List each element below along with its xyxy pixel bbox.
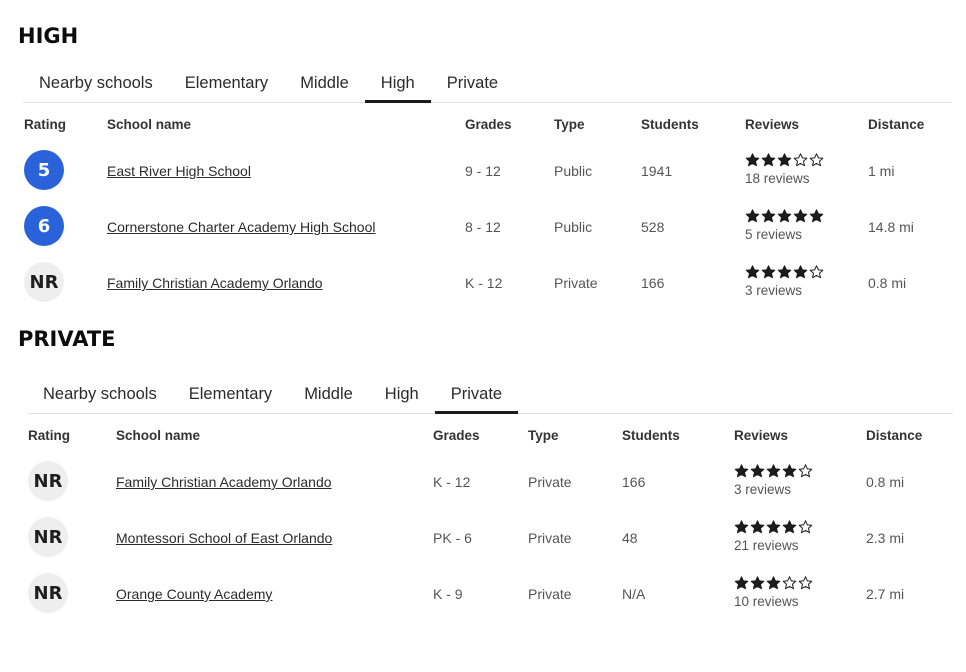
table-row — [0, 199, 966, 255]
star-filled-icon — [745, 153, 760, 167]
students-value: 166 — [622, 474, 646, 490]
star-filled-icon — [782, 520, 797, 534]
header-grades: Grades — [465, 117, 512, 132]
star-empty-icon — [798, 464, 813, 478]
grades-value: 8 - 12 — [465, 219, 501, 235]
tab-high[interactable]: High — [365, 64, 431, 102]
type-value: Private — [554, 275, 598, 291]
rating-badge: NR — [28, 573, 68, 613]
star-filled-icon — [750, 520, 765, 534]
star-filled-icon — [777, 209, 792, 223]
grades-value: K - 12 — [465, 275, 503, 291]
rating-badge: 6 — [24, 206, 64, 246]
school-tabs — [23, 64, 952, 103]
tab-private[interactable]: Private — [446, 74, 499, 92]
header-rating: Rating — [24, 117, 66, 132]
header-distance: Distance — [868, 117, 925, 132]
star-filled-icon — [777, 153, 792, 167]
type-value: Private — [528, 586, 572, 602]
type-value: Public — [554, 219, 593, 235]
star-filled-icon — [745, 265, 760, 279]
header-distance: Distance — [866, 428, 923, 443]
star-filled-icon — [766, 464, 781, 478]
distance-value: 0.8 mi — [868, 275, 907, 291]
rating-badge: NR — [28, 461, 68, 501]
star-empty-icon — [809, 153, 824, 167]
star-filled-icon — [734, 576, 749, 590]
header-school-name: School name — [116, 428, 201, 443]
star-empty-icon — [782, 576, 797, 590]
section-title: PRIVATE — [18, 327, 116, 351]
header-grades: Grades — [433, 428, 480, 443]
star-filled-icon — [761, 209, 776, 223]
grades-value: PK - 6 — [433, 530, 472, 546]
star-filled-icon — [782, 464, 797, 478]
table-row — [0, 510, 966, 566]
star-filled-icon — [761, 153, 776, 167]
students-value: 166 — [641, 275, 665, 291]
table-row — [0, 454, 966, 510]
star-filled-icon — [750, 464, 765, 478]
tab-middle[interactable]: Middle — [304, 385, 353, 403]
header-students: Students — [641, 117, 699, 132]
distance-value: 2.3 mi — [866, 530, 905, 546]
header-type: Type — [554, 117, 585, 132]
reviews-count: 3 reviews — [734, 482, 792, 497]
type-value: Private — [528, 474, 572, 490]
section-title: HIGH — [18, 24, 79, 48]
star-rating — [734, 464, 813, 478]
star-rating — [734, 576, 813, 590]
star-filled-icon — [793, 209, 808, 223]
star-empty-icon — [809, 265, 824, 279]
reviews-count: 5 reviews — [745, 227, 803, 242]
school-name-link[interactable]: Orange County Academy — [116, 586, 273, 602]
star-filled-icon — [766, 576, 781, 590]
grades-value: K - 12 — [433, 474, 471, 490]
table-row — [0, 143, 966, 199]
type-value: Public — [554, 163, 593, 179]
star-filled-icon — [793, 265, 808, 279]
tab-middle[interactable]: Middle — [300, 74, 349, 92]
star-filled-icon — [809, 209, 824, 223]
rating-badge: 5 — [24, 150, 64, 190]
tab-nearby-schools[interactable]: Nearby schools — [39, 74, 153, 92]
star-rating — [734, 520, 813, 534]
table-row — [0, 255, 966, 311]
star-filled-icon — [734, 520, 749, 534]
grades-value: K - 9 — [433, 586, 463, 602]
reviews-count: 10 reviews — [734, 594, 799, 609]
header-students: Students — [622, 428, 680, 443]
star-empty-icon — [793, 153, 808, 167]
star-filled-icon — [750, 576, 765, 590]
star-rating — [745, 209, 824, 223]
reviews-count: 21 reviews — [734, 538, 799, 553]
header-reviews: Reviews — [745, 117, 800, 132]
tab-nearby-schools[interactable]: Nearby schools — [43, 385, 157, 403]
grades-value: 9 - 12 — [465, 163, 501, 179]
distance-value: 0.8 mi — [866, 474, 905, 490]
tab-elementary[interactable]: Elementary — [184, 74, 269, 92]
header-school-name: School name — [107, 117, 192, 132]
reviews-count: 18 reviews — [745, 171, 810, 186]
star-filled-icon — [777, 265, 792, 279]
star-filled-icon — [761, 265, 776, 279]
star-filled-icon — [766, 520, 781, 534]
students-value: 48 — [622, 530, 638, 546]
distance-value: 14.8 mi — [868, 219, 914, 235]
school-name-link[interactable]: Montessori School of East Orlando — [116, 530, 333, 546]
tab-high[interactable]: High — [384, 385, 419, 403]
star-empty-icon — [798, 520, 813, 534]
type-value: Private — [528, 530, 572, 546]
rating-badge: NR — [28, 517, 68, 557]
school-name-link[interactable]: Family Christian Academy Orlando — [116, 474, 332, 490]
header-reviews: Reviews — [734, 428, 789, 443]
school-tabs — [27, 375, 953, 414]
school-name-link[interactable]: Cornerstone Charter Academy High School — [107, 219, 376, 235]
table-row — [0, 566, 966, 622]
distance-value: 2.7 mi — [866, 586, 905, 602]
tab-private[interactable]: Private — [435, 375, 518, 413]
students-value: 528 — [641, 219, 665, 235]
distance-value: 1 mi — [868, 163, 895, 179]
star-filled-icon — [745, 209, 760, 223]
students-value: N/A — [622, 586, 646, 602]
reviews-count: 3 reviews — [745, 283, 803, 298]
star-empty-icon — [798, 576, 813, 590]
header-type: Type — [528, 428, 559, 443]
star-rating — [745, 153, 824, 167]
tab-elementary[interactable]: Elementary — [188, 385, 273, 403]
rating-badge: NR — [24, 262, 64, 302]
header-rating: Rating — [28, 428, 70, 443]
star-filled-icon — [734, 464, 749, 478]
school-name-link[interactable]: Family Christian Academy Orlando — [107, 275, 323, 291]
star-rating — [745, 265, 824, 279]
students-value: 1941 — [641, 163, 673, 179]
school-name-link[interactable]: East River High School — [107, 163, 251, 179]
